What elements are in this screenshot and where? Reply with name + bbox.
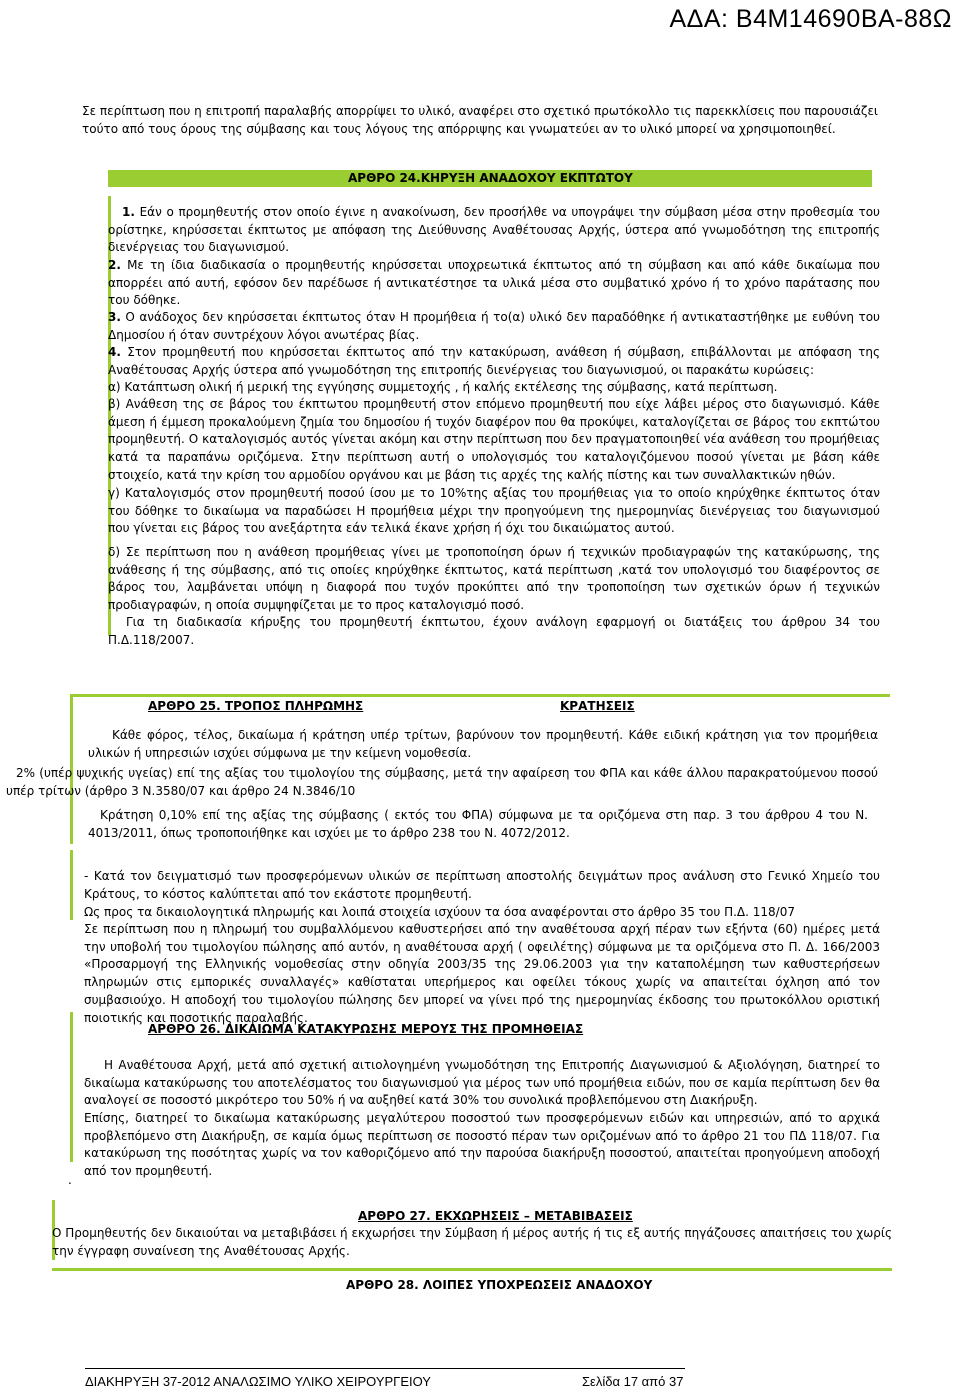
article-24-title: ΑΡΘΡΟ 24.ΚΗΡΥΞΗ ΑΝΑΔΟΧΟΥ ΕΚΠΤΩΤΟΥ — [348, 171, 633, 185]
article-24-para-3-number: 3. — [108, 310, 121, 324]
article-24-para-c: γ) Καταλογισμός στον προμηθευτή ποσού ίσου με το 10%της αξίας του προμήθειας για το οποίο κηρύχθηκε έκπτωτος όταν του δόθηκε το δικαίωμα να παραδώσει Η προμήθεια μέχρι την προηγούμενη της ημερομηνίας διενέργειας του διαγωνισμού που γίνεται εις βάρος του ανεξάρτητα εάν τελικά έκανε χρήση ή όχι του δικαιώματος αυτού. — [108, 486, 880, 536]
article-24-para-1-number: 1. — [122, 205, 135, 219]
article-28-title: ΑΡΘΡΟ 28. ΛΟΙΠΕΣ ΥΠΟΧΡΕΩΣΕΙΣ ΑΝΑΔΟΧΟΥ — [346, 1278, 653, 1292]
article-24-para-4-text: Στον προμηθευτή που κηρύσσεται έκπτωτος από την κατακύρωση, ανάθεση ή σύμβαση, επιβάλλονται με απόφαση της Αναθέτουσας Αρχής ύστερα από γνωμοδότηση της επιτροπής διενέργειας του διαγωνισμού, οι παρακάτω κυρώσεις: — [108, 345, 880, 377]
article-25-para-5: Ως προς τα δικαιολογητικά πληρωμής και λοιπά στοιχεία ισχύουν τα όσα αναφέρονται στο άρθρο 35 του Π.Δ. 118/07 — [84, 905, 795, 919]
article-24-para-a: α) Κατάπτωση ολική ή μερική της εγγύησης συμμετοχής , ή καλής εκτέλεσης της σύμβασης, κατά περίπτωση. — [108, 380, 778, 394]
article-24-para-1-text: Εάν ο προμηθευτής στον οποίο έγινε η ανακοίνωση, δεν προσήλθε να υπογράψει την σύμβαση μέσα στην προθεσμία του ορίστηκε, κηρύσσεται έκπτωτος με απόφαση της Διεύθυνσης Αναθέτουσας Αρχής, ύστερα από γνωμοδότηση της επιτροπής διενέργειας του διαγωνισμού. — [108, 205, 880, 255]
article-25-para-1: Κάθε φόρος, τέλος, δικαίωμα ή κράτηση υπέρ τρίτων, βαρύνουν τον προμηθευτή. Κάθε ειδική κράτηση για τον προμήθεια υλικών ή υπηρεσιών ισχύει σύμφωνα με την κείμενη νομοθεσία. — [88, 728, 878, 760]
article-27-title: ΑΡΘΡΟ 27. ΕΚΧΩΡΗΣΕΙΣ – ΜΕΤΑΒΙΒΑΣΕΙΣ — [358, 1209, 633, 1223]
footer-rule — [85, 1368, 685, 1369]
article-26-sidebar — [70, 1012, 73, 1162]
article-25-top-rule — [70, 694, 890, 697]
article-25-title-right: ΚΡΑΤΗΣΕΙΣ — [560, 699, 635, 713]
article-24-para-b: β) Ανάθεση της σε βάρος του έκπτωτου προμηθευτή στον επόμενο προμηθευτή που είχε λάβει μέρος στο διαγωνισμό. Κάθε άμεση ή έμμεση προκαλούμενη ζημία του δημοσίου ή τυχόν διαφέρον που θα προκύψει, καταλογίζεται σε βάρος του εκπτώτου προμηθευτή. Ο καταλογισμός αυτός γίνεται ακόμη και στην περίπτωση που δεν πραγματοποιηθεί νέα ανάθεση του προμήθειας κατά τα παραπάνω οριζόμενα. Στην περίπτωση αυτή ο υπολογισμός του καταλογιζόμενου ποσού γίνεται με βάση κάθε στοιχείο, κατά την κρίση του αρμοδίου οργάνου και με βάση τις αρχές της καλής πίστης και των συναλλακτικών ηθών. — [108, 397, 880, 482]
article-25-sidebar-2 — [70, 850, 73, 920]
article-25-para-6: Σε περίπτωση που η πληρωμή του συμβαλλόμενου καθυστερήσει από την αναθέτουσα αρχή πέραν των εξήντα (60) ημέρες μετά την υποβολή του τιμολογίου πώλησης από αυτόν, η αναθέτουσα αρχή ( οφειλέτης) σύμφωνα με τα οριζόμενα στο Π. Δ. 166/2003 «Προσαρμογή της Ελληνικής νομοθεσίας στην οδηγία 2003/35 της 29.06.2003 για την καταπολέμηση των καθυστερήσεων πληρωμών στις εμπορικές συναλλαγές» καθίσταται υπερήμερος και οφείλει τόκους χωρίς να απαιτείται όχληση από τον συμβασιούχο. Η αποδοχή του τιμολογίου πώλησης δεν μπορεί να γίνει πρό της ημερομηνίας έκδοσης του πρωτοκόλλου οριστική ποιοτικής και ποσοτικής παραλαβής. — [84, 922, 880, 1025]
footer-page-number: Σελίδα 17 από 37 — [582, 1374, 684, 1389]
article-24-para-1 — [108, 204, 880, 257]
article-24-para-e: Για τη διαδικασία κήρυξης του προμηθευτή έκπτωτου, έχουν ανάλογη εφαρμογή οι διατάξεις του άρθρου 34 του Π.Δ.118/2007. — [108, 615, 880, 647]
article-28-rule — [52, 1268, 892, 1271]
article-24-para-d: δ) Σε περίπτωση που η ανάθεση προμήθειας γίνει με τροποποίηση όρων ή τεχνικών προδιαγραφών της κατακύρωσης, της ανάθεσης ή της σύμβασης, από τις οποίες κηρύχθηκε έκπτωτος, κατά περίπτωση ,κατά τον υπολογισμό του διαφέροντος σε βάρος του, λαμβάνεται υπόψη η διαφορά που τυχόν προκύπτει από την τροποποίηση των σχετικών όρων ή τεχνικών προδιαγραφών, η οποία συμψηφίζεται με το προς καταλογισμό ποσό. — [108, 545, 880, 613]
article-26-para-2: Επίσης, διατηρεί το δικαίωμα κατακύρωσης μεγαλύτερου ποσοστού των προσφερόμενων ειδών και υπηρεσιών, από το αρχικά προβλεπόμενο στη Διακήρυξη, σε καμία όμως περίπτωση σε ποσοστό πέραν των οριζομένων από το άρθρο 21 του ΠΔ 118/07. Για κατακύρωση της ποσότητας χωρίς να τον καθοριζόμενο από την παρούσα διακήρυξη ποσοστού, απαιτείται προηγούμενη αποδοχή από τον προμηθευτή. — [84, 1111, 880, 1179]
ada-code: ΑΔΑ: Β4Μ14690ΒΑ-88Ω — [669, 5, 952, 33]
article-25-title: ΑΡΘΡΟ 25. ΤΡΟΠΟΣ ΠΛΗΡΩΜΗΣ — [148, 699, 364, 713]
article-24-para-2-number: 2. — [108, 258, 121, 272]
article-24-para-4 — [108, 344, 880, 379]
article-26-para-1: Η Αναθέτουσα Αρχή, μετά από σχετική αιτιολογημένη γνωμοδότηση της Επιτροπής Διαγωνισμού & Αξιολόγηση, διατηρεί το δικαίωμα κατακύρωσης του αποτελέσματος του διαγωνισμού για μέρος των υπό προμήθεια ειδών, που σε καμία περίπτωση δεν θα αναλογεί σε ποσοστό μικρότερο του 50% ή να αυξηθεί κατά 30% του συνολικά προβλεπόμενου στη Διακήρυξη. — [84, 1058, 880, 1108]
intro-paragraph: Σε περίπτωση που η επιτροπή παραλαβής απορρίψει το υλικό, αναφέρει στο σχετικό πρωτόκολλο τις παρεκκλίσεις που παρουσιάζει τούτο από τους όρους της σύμβασης και τους λόγους της απόρριψης και γνωματεύει αν το υλικό μπορεί να χρησιμοποιηθεί. — [82, 104, 878, 136]
article-24-para-2-text: Με τη ίδια διαδικασία ο προμηθευτής κηρύσσεται υποχρεωτικά έκπτωτος από τη σύμβαση και από κάθε δικαίωμα που απορρέει από αυτή, εφόσον δεν παρέδωσε ή αντικατέστησε τα υλικά μέσα στο συμβατικό χρόνο ή το χρόνο παράτασης που του δόθηκε. — [108, 258, 880, 308]
article-24-para-3 — [108, 309, 880, 344]
article-26-title: ΑΡΘΡΟ 26. ΔΙΚΑΙΩΜΑ ΚΑΤΑΚΥΡΩΣΗΣ ΜΕΡΟΥΣ ΤΗΣ ΠΡΟΜΗΘΕΙΑΣ — [148, 1022, 584, 1036]
article-27-para-1: Ο Προμηθευτής δεν δικαιούται να μεταβιβάσει ή εκχωρήσει την Σύμβαση ή μέρος αυτής ή τις εξ αυτής πηγάζουσες απαιτήσεις του χωρίς την έγγραφη συναίνεση της Αναθέτουσας Αρχής. — [52, 1226, 892, 1258]
article-25-para-3: Κράτηση 0,10% επί της αξίας της σύμβασης ( εκτός του ΦΠΑ) σύμφωνα με τα οριζόμενα στη παρ. 3 του άρθρου 4 του Ν. 4013/2011, όπως τροποποιήθηκε και ισχύει με το άρθρο 238 του Ν. 4072/2012. — [88, 808, 868, 840]
article-24-para-4-number: 4. — [108, 345, 121, 359]
article-25-para-2: 2% (υπέρ ψυχικής υγείας) επί της αξίας του τιμολογίου της σύμβασης, μετά την αφαίρεση του ΦΠΑ και κάθε άλλου παρακρατούμενου ποσού υπέρ τρίτων (άρθρο 3 Ν.3580/07 και άρθρο 24 Ν.3846/10 — [6, 766, 878, 798]
footer-document-title: ΔΙΑΚΗΡΥΞΗ 37-2012 ΑΝΑΛΩΣΙΜΟ ΥΛΙΚΟ ΧΕΙΡΟΥΡΓΕΙΟΥ — [85, 1374, 431, 1389]
article-24-para-2 — [108, 257, 880, 310]
article-25-para-4: - Κατά τον δειγματισμό των προσφερόμενων υλικών σε περίπτωση αποστολής δειγμάτων προς ανάλυση στο Γενικό Χημείο του Κράτους, το κόστος καλύπτεται από τον εκάστοτε προμηθευτή. — [84, 869, 880, 901]
article-26-dot: . — [68, 1173, 72, 1187]
article-24-para-3-text: Ο ανάδοχος δεν κηρύσσεται έκπτωτος όταν Η προμήθεια ή το(α) υλικό δεν παραδόθηκε ή αντικαταστήθηκε με ευθύνη του Δημοσίου ή όταν συντρέχουν λόγοι ανωτέρας βίας. — [108, 310, 880, 342]
